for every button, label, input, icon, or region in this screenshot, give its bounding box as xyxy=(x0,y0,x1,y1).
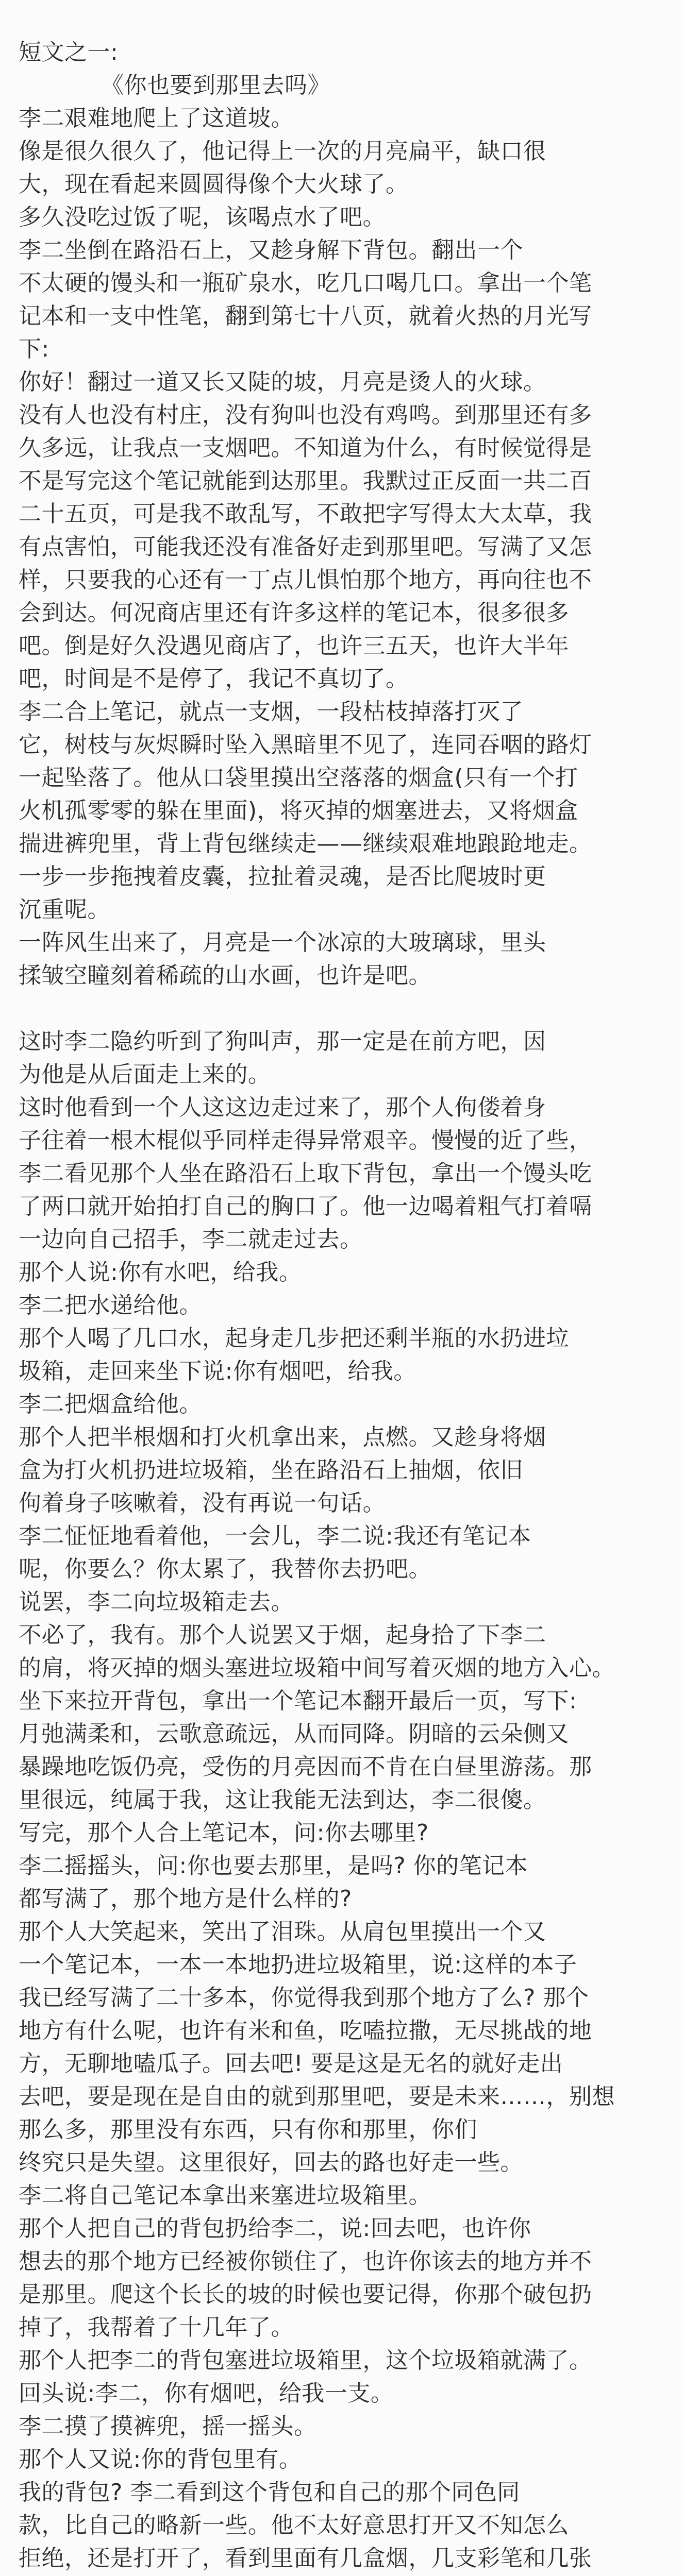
text-line: 呢，你要么？你太累了，我替你去扔吧。 xyxy=(19,1556,431,1582)
text-line: 方，无聊地嗑瓜子。回去吧! 要是这是无名的就好走出 xyxy=(19,2050,563,2077)
text-line: 一步一步拖拽着皮囊，拉扯着灵魂，是否比爬坡时更 xyxy=(19,863,546,890)
text-line: 李二怔怔地看着他，一会儿，李二说:我还有笔记本 xyxy=(19,1523,531,1549)
text-line: 圾箱，走回来坐下说:你有烟吧，给我。 xyxy=(19,1358,416,1384)
text-line: 一个笔记本，一本一本地扔进垃圾箱里，说:这样的本子 xyxy=(19,1952,577,1978)
text-line: 样，只要我的心还有一丁点儿惧怕那个地方，再向往也不 xyxy=(19,567,592,593)
text-line: 李二摇摇头，问:你也要去那里，是吗? 你的笔记本 xyxy=(19,1853,528,1879)
text-line: 你好！翻过一道又长又陡的坡，月亮是烫人的火球。 xyxy=(19,369,546,395)
text-line xyxy=(19,992,470,1025)
text-line: 记本和一支中性笔，翻到第七十八页，就着火热的月光写 xyxy=(19,303,592,329)
text-line: 是那里。爬这个长长的坡的时候也要记得，你那个破包扔 xyxy=(19,2281,592,2308)
text-line: 这时李二隐约听到了狗叫声，那一定是在前方吧，因 xyxy=(19,1028,546,1055)
text-line: 李二将自己笔记本拿出来塞进垃圾箱里。 xyxy=(19,2182,431,2209)
text-line: 子往着一根木棍似乎同样走得异常艰辛。慢慢的近了些， xyxy=(19,1127,592,1154)
text-line: 李二合上笔记，就点一支烟，一段枯枝掉落打灭了 xyxy=(19,699,523,725)
text-line: 终究只是失望。这里很好，回去的路也好走一些。 xyxy=(19,2149,523,2176)
text-line: 吧。倒是好久没遇见商店了，也许三五天，也许大半年 xyxy=(19,633,569,659)
text-line: 沉重呢。 xyxy=(19,896,110,923)
doc-title: 《你也要到那里去吗》 xyxy=(101,72,330,98)
text-line: 揉皱空瞳刻着稀疏的山水画，也许是吧。 xyxy=(19,962,431,989)
text-line: 写完，那个人合上笔记本，问:你去哪里? xyxy=(19,1820,429,1846)
text-line: 我已经写满了二十多本，你觉得我到那个地方了么? 那个 xyxy=(19,1985,589,2011)
text-line: 李二把水递给他。 xyxy=(19,1292,202,1318)
text-line: 里很远，纯属于我，这让我能无法到达，李二很傻。 xyxy=(19,1787,546,1813)
text-line: 那个人把李二的背包塞进垃圾箱里，这个垃圾箱就满了。 xyxy=(19,2347,592,2374)
text-line: 不太硬的馒头和一瓶矿泉水，吃几口喝几口。拿出一个笔 xyxy=(19,270,592,296)
text-line: 不必了，我有。那个人说罢又于烟，起身拾了下李二 xyxy=(19,1622,546,1648)
text-line: 吧，时间是不是停了，我记不真切了。 xyxy=(19,666,409,692)
text-line: 那个人把自己的背包扔给李二，说:回去吧，也许你 xyxy=(19,2215,531,2242)
text-line: 掉了，我帮着了十几年了。 xyxy=(19,2314,294,2341)
text-line: 坐下来拉开背包，拿出一个笔记本翻开最后一页，写下: xyxy=(19,1688,577,1714)
text-line: 回头说:李二，你有烟吧，给我一支。 xyxy=(19,2380,394,2406)
text-line: 那么多，那里没有东西，只有你和那里，你们 xyxy=(19,2116,477,2143)
text-line: 了两口就开始拍打自己的胸口了。他一边喝着粗气打着嗝 xyxy=(19,1193,592,1219)
doc-paragraphs xyxy=(19,102,615,2576)
text-line: 二十五页，可是我不敢乱写，不敢把字写得太大太草，我 xyxy=(19,501,592,527)
text-line: 会到达。何况商店里还有许多这样的笔记本，很多很多 xyxy=(19,600,569,626)
text-line: 揣进裤兜里，背上背包继续走——继续艰难地踉跄地走。 xyxy=(19,831,592,857)
text-line: 这时他看到一个人这这边走过来了，那个人佝偻着身 xyxy=(19,1094,546,1121)
text-line: 一起坠落了。他从口袋里摸出空落落的烟盒(只有一个打 xyxy=(19,765,578,791)
text-line: 一边向自己招手，李二就走过去。 xyxy=(19,1226,363,1252)
text-line: 说罢，李二向垃圾箱走去。 xyxy=(19,1589,294,1615)
text-line: 久多远，让我点一支烟吧。不知道为什么，有时候觉得是 xyxy=(19,435,592,461)
text-line: 那个人喝了几口水，起身走几步把还剩半瓶的水扔进垃 xyxy=(19,1325,569,1351)
text-line: 像是很久很久了，他记得上一次的月亮扁平，缺口很 xyxy=(19,138,546,164)
doc-header: 短文之一: xyxy=(19,39,119,65)
text-line: 那个人说:你有水吧，给我。 xyxy=(19,1259,302,1285)
text-line: 去吧，要是现在是自由的就到那里吧，要是未来……，别想 xyxy=(19,2083,615,2110)
text-line: 火机孤零零的躲在里面)，将灭掉的烟塞进去，又将烟盒 xyxy=(19,798,578,824)
text-line: 为他是从后面走上来的。 xyxy=(19,1061,271,1088)
text-line: 那个人把半根烟和打火机拿出来，点燃。又趁身将烟 xyxy=(19,1424,546,1450)
text-line: 月弛满柔和，云歌意疏远，从而同降。阴暗的云朵侧又 xyxy=(19,1721,569,1747)
text-line: 想去的那个地方已经被你锁住了，也许你该去的地方并不 xyxy=(19,2248,592,2275)
text-line: 都写满了，那个地方是什么样的? xyxy=(19,1886,352,1912)
text-line: 李二看见那个人坐在路沿石上取下背包，拿出一个馒头吃 xyxy=(19,1160,592,1187)
text-line: 那个人大笑起来，笑出了泪珠。从肩包里摸出一个又 xyxy=(19,1919,546,1945)
text-line: 暴躁地吃饭仍亮，受伤的月亮因而不肯在白昼里游荡。那 xyxy=(19,1754,592,1780)
text-line: 李二摸了摸裤兜，摇一摇头。 xyxy=(19,2413,317,2439)
text-line: 它，树枝与灰烬瞬时坠入黑暗里不见了，连同吞咽的路灯 xyxy=(19,732,592,758)
text-line: 一阵风生出来了，月亮是一个冰凉的大玻璃球，里头 xyxy=(19,929,546,956)
text-line: 我的背包? 李二看到这个背包和自己的那个同色同 xyxy=(19,2479,520,2505)
text-line: 那个人又说:你的背包里有。 xyxy=(19,2446,302,2472)
text-line: 下: xyxy=(19,336,49,362)
text-line: 李二艰难地爬上了这道坡。 xyxy=(19,105,294,131)
text-line: 的肩，将灭掉的烟头塞进垃圾箱中间写着灭烟的地方入心。 xyxy=(19,1655,615,1681)
text-line: 李二把烟盒给他。 xyxy=(19,1391,202,1417)
text-line: 盒为打火机扔进垃圾箱，坐在路沿石上抽烟，依旧 xyxy=(19,1457,523,1483)
text-line: 拒绝，还是打开了，看到里面有几盒烟，几支彩笔和几张 xyxy=(19,2545,592,2571)
text-line: 地方有什么呢，也许有米和鱼，吃嗑拉撒，无尽挑战的地 xyxy=(19,2018,592,2044)
text-line: 没有人也没有村庄，没有狗叫也没有鸡鸣。到那里还有多 xyxy=(19,402,592,428)
text-line: 有点害怕，可能我还没有准备好走到那里吧。写满了又怎 xyxy=(19,534,592,560)
text-line: 不是写完这个笔记就能到达那里。我默过正反面一共二百 xyxy=(19,468,592,494)
text-line: 佝着身子咳嗽着，没有再说一句话。 xyxy=(19,1490,386,1516)
text-line: 款，比自己的略新一些。他不太好意思打开又不知怎么 xyxy=(19,2512,569,2538)
text-line: 李二坐倒在路沿石上，又趁身解下背包。翻出一个 xyxy=(19,237,523,263)
text-line: 大，现在看起来圆圆得像个大火球了。 xyxy=(19,171,409,197)
text-line: 多久没吃过饭了呢，该喝点水了吧。 xyxy=(19,204,386,230)
